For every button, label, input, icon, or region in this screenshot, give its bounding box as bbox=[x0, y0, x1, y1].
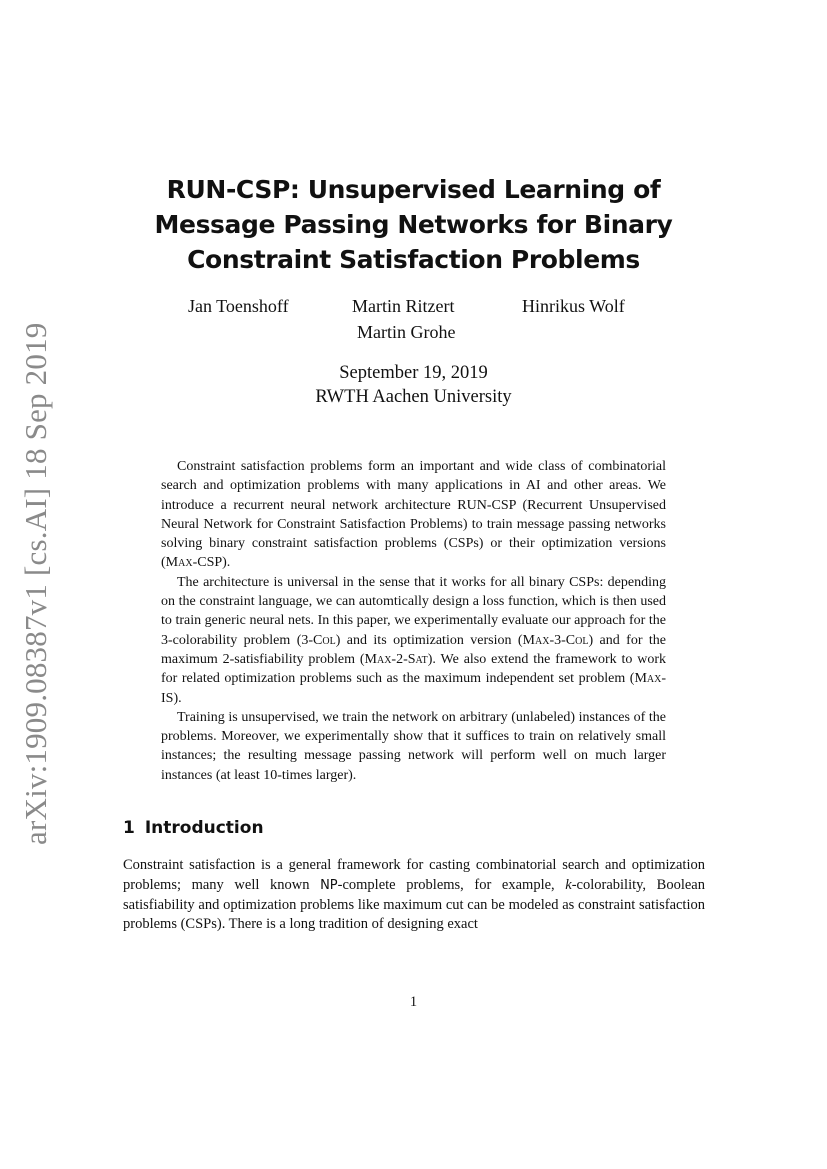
intro-paragraph: Constraint satisfaction is a general framework for casting combinatorial search and optimization problems; many well known NP-complete problems, for example, k-colorability, Boolean satisfiability and optimization problems like maximum cut can be modeled as constraint satisfaction problems (CSPs). There is a long tradition of designing exact bbox=[123, 857, 705, 933]
abstract-paragraph: Constraint satisfaction problems form an important and wide class of combinatorial search and optimization problems with many applications in AI and other areas. We introduce a recurrent neural network architecture RUN-CSP (Recurrent Unsupervised Neural Network for Constraint Satisfaction Problems) to train message passing networks solving binary constraint satisfaction problems (CSPs) or their optimization versions (Max-CSP). bbox=[161, 459, 666, 571]
author-name: Hinrikus Wolf bbox=[522, 296, 625, 316]
paper-title bbox=[110, 172, 717, 277]
title-line: Constraint Satisfaction Problems bbox=[187, 245, 640, 274]
arxiv-identifier: arXiv:1909.08387v1 [cs.AI] 18 Sep 2019 bbox=[18, 322, 53, 845]
section-title: Introduction bbox=[144, 818, 264, 838]
abstract bbox=[161, 457, 666, 785]
section-heading bbox=[123, 818, 264, 838]
author-name: Jan Toenshoff bbox=[188, 296, 289, 316]
section-number: 1 bbox=[123, 818, 135, 838]
title-line: RUN-CSP: Unsupervised Learning of bbox=[166, 175, 661, 204]
author-name: Martin Grohe bbox=[357, 322, 456, 342]
abstract-paragraph: Training is unsupervised, we train the network on arbitrary (unlabeled) instances of the problems. Moreover, we experimentally show that it suffices to train on relatively small instances; the resulting message passing network will perform well on much larger instances (at least 10-times larger). bbox=[161, 709, 666, 783]
author-name: Martin Ritzert bbox=[352, 296, 455, 316]
title-line: Message Passing Networks for Binary bbox=[154, 210, 673, 239]
abstract-paragraph: The architecture is universal in the sense that it works for all binary CSPs: depending on the constraint language, we can automtically design a loss function, which is then used to train generic neural nets. In this paper, we experimentally evaluate our approach for the 3-colorability problem (3-Col) and its optimization version (Max-3-Col) and for the maximum 2-satisfiability problem (Max-2-Sat). We also extend the framework to work for related optimization problems such as the maximum independent set problem (Max-IS). bbox=[161, 574, 667, 706]
page-number: 1 bbox=[409, 994, 418, 1010]
affiliation: RWTH Aachen University bbox=[315, 387, 512, 407]
paper-date: September 19, 2019 bbox=[339, 363, 488, 383]
